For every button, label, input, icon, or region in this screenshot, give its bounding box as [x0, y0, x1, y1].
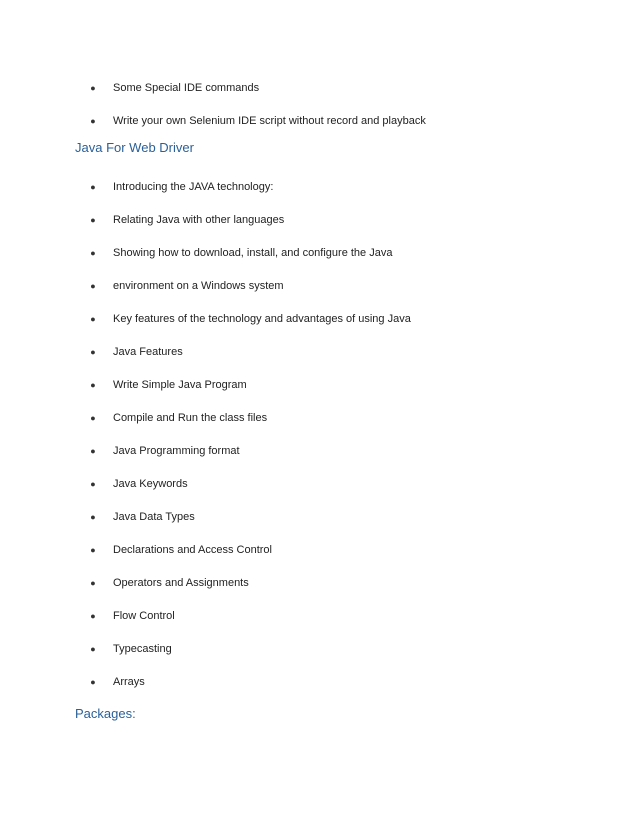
- bullet-icon: ●: [90, 379, 96, 390]
- bullet-icon: ●: [90, 82, 96, 93]
- list-item: [0, 368, 411, 401]
- list-item: [0, 566, 411, 599]
- list-item-text: Showing how to download, install, and configure the Java: [113, 246, 393, 259]
- java-bullet-list: [0, 170, 411, 698]
- bullet-icon: ●: [90, 313, 96, 324]
- list-item-text: Flow Control: [113, 609, 175, 622]
- bullet-icon: ●: [90, 544, 96, 555]
- bullet-icon: ●: [90, 478, 96, 489]
- list-item: [0, 170, 411, 203]
- section-heading-java-for-web-driver: Java For Web Driver: [75, 140, 194, 155]
- bullet-icon: ●: [90, 247, 96, 258]
- list-item: [0, 71, 426, 104]
- list-item-text: Arrays: [113, 675, 145, 688]
- bullet-icon: ●: [90, 445, 96, 456]
- list-item-text: Some Special IDE commands: [113, 81, 260, 94]
- bullet-icon: ●: [90, 280, 96, 291]
- list-item: [0, 203, 411, 236]
- list-item: [0, 269, 411, 302]
- list-item-text: Java Data Types: [113, 510, 195, 523]
- list-item: [0, 302, 411, 335]
- list-item-text: Java Features: [113, 345, 183, 358]
- list-item-text: Typecasting: [113, 642, 172, 655]
- bullet-icon: ●: [90, 643, 96, 654]
- list-item: [0, 401, 411, 434]
- list-item-text: Introducing the JAVA technology:: [113, 180, 274, 193]
- section-heading-packages: Packages:: [75, 706, 136, 721]
- bullet-icon: ●: [90, 511, 96, 522]
- list-item-text: Compile and Run the class files: [113, 411, 268, 424]
- bullet-icon: ●: [90, 214, 96, 225]
- bullet-icon: ●: [90, 676, 96, 687]
- list-item-text: Relating Java with other languages: [113, 213, 285, 226]
- list-item-text: environment on a Windows system: [113, 279, 284, 292]
- bullet-icon: ●: [90, 610, 96, 621]
- list-item: [0, 665, 411, 698]
- list-item: [0, 335, 411, 368]
- bullet-icon: ●: [90, 181, 96, 192]
- bullet-icon: ●: [90, 412, 96, 423]
- list-item-text: Java Programming format: [113, 444, 240, 457]
- bullet-icon: ●: [90, 346, 96, 357]
- bullet-icon: ●: [90, 115, 96, 126]
- list-item: [0, 500, 411, 533]
- list-item-text: Write your own Selenium IDE script without record and playback: [113, 114, 426, 127]
- list-item: [0, 533, 411, 566]
- list-item-text: Key features of the technology and advantages of using Java: [113, 312, 411, 325]
- list-item-text: Operators and Assignments: [113, 576, 249, 589]
- list-item: [0, 434, 411, 467]
- top-bullet-list: [0, 71, 426, 137]
- list-item: [0, 104, 426, 137]
- list-item-text: Declarations and Access Control: [113, 543, 272, 556]
- list-item: [0, 599, 411, 632]
- list-item: [0, 236, 411, 269]
- list-item-text: Java Keywords: [113, 477, 188, 490]
- list-item: [0, 467, 411, 500]
- bullet-icon: ●: [90, 577, 96, 588]
- list-item: [0, 632, 411, 665]
- list-item-text: Write Simple Java Program: [113, 378, 247, 391]
